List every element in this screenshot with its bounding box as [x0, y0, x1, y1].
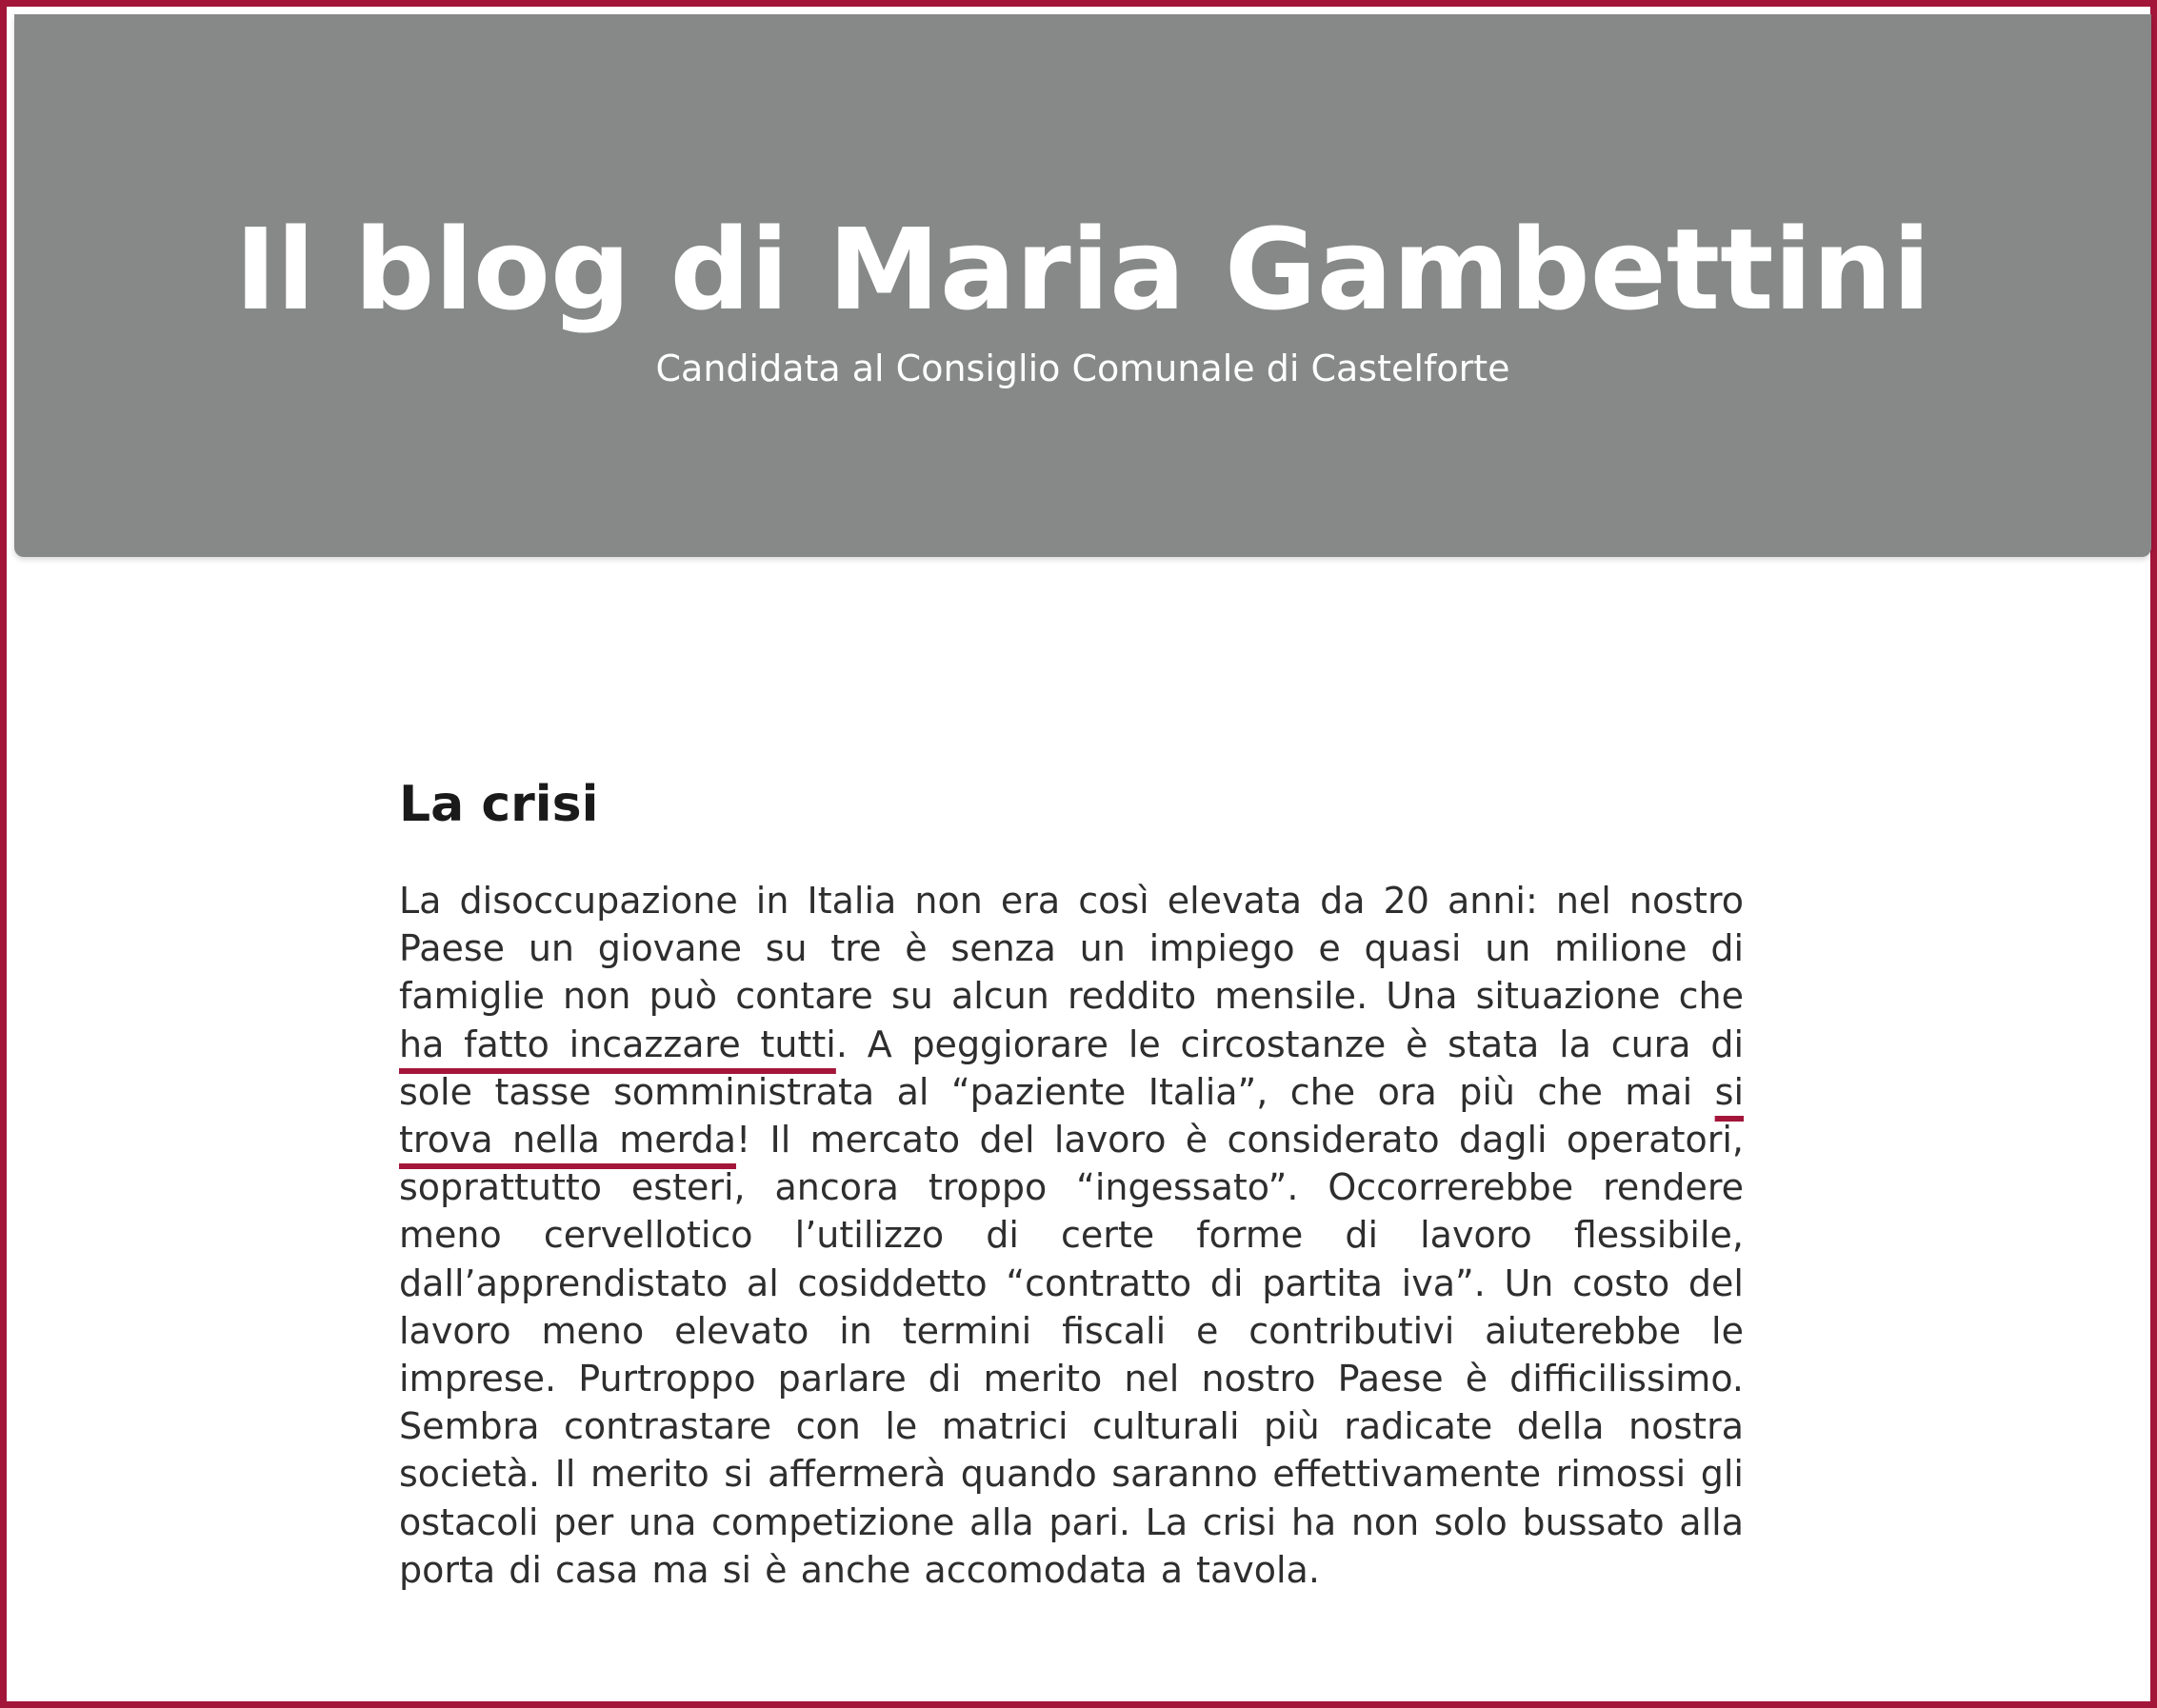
post-body-text: ! Il mercato del lavoro è considerato dagli operatori, soprattutto esteri, ancora troppo “ingessato”. Occorrerebbe rendere meno cervellotico l’utilizzo di certe forme di lavoro flessibile, dall’apprendistato al cosiddetto “contratto di partita iva”. Un costo del lavoro meno elevato in termini fiscali e contributivi aiuterebbe le imprese. Purtroppo parlare di merito nel nostro Paese è difficilissimo. Sembra contrastare con le matrici culturali più radicate della nostra società. Il merito si affermerà quando saranno effettivamente rimossi gli ostacoli per una competizione alla pari. La crisi ha non solo bussato alla porta di casa ma si è anche accomodata a tavola.: [399, 1119, 1744, 1591]
post-title[interactable]: La crisi: [399, 776, 599, 833]
post-body: [399, 877, 1744, 1594]
blog-title[interactable]: Il blog di Maria Gambettini: [234, 204, 1931, 335]
blog-header: [14, 14, 2151, 557]
blog-subtitle: Candidata al Consiglio Comunale di Castelforte: [655, 348, 1510, 389]
highlighted-phrase: ha fatto incazzare tutti: [399, 1023, 836, 1065]
blog-post: [399, 774, 1744, 1594]
post-body-text: La disoccupazione in Italia non era così elevata da 20 anni: nel nostro Paese un giovane su tre è senza un impiego e quasi un milione di famiglie non può contare su alcun reddito mensile. Una situazione che: [399, 880, 1744, 1018]
highlighted-phrase: si trova nella merda: [399, 1070, 1744, 1162]
post-body-text: . A peggiorare le circostanze è stata la cura di sole tasse somministrata al “paziente Italia”, che ora più che mai: [399, 1023, 1745, 1113]
